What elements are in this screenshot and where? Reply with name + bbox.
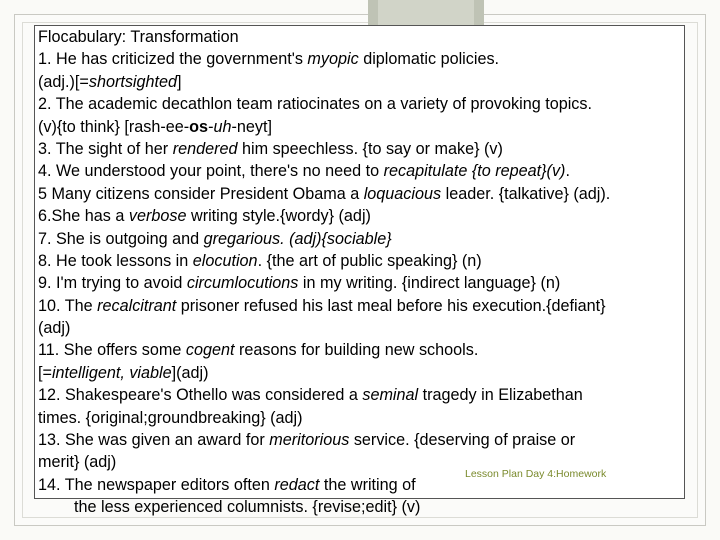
text-segment: 7. She is outgoing and <box>38 229 204 248</box>
text-segment: him speechless. {to say or make} (v) <box>237 139 503 158</box>
text-segment: 1. He has criticized the government's <box>38 50 308 69</box>
text-line <box>38 272 683 294</box>
text-segment: [= <box>38 363 52 382</box>
text-segment: 6.She has a <box>38 207 129 226</box>
text-line <box>38 362 683 384</box>
text-segment: recalcitrant <box>97 296 177 315</box>
text-segment: circumlocutions <box>186 274 299 293</box>
text-line <box>38 317 683 339</box>
text-segment: 2. The academic decathlon team ratiocinates on a variety of provoking topics. <box>38 95 592 114</box>
text-line <box>38 250 683 272</box>
text-segment: 11. She offers some <box>38 341 186 360</box>
text-segment: Flocabulary: Transformation <box>38 28 239 46</box>
text-segment: gregarious. (adj){sociable} <box>203 229 392 248</box>
text-segment: merit} (adj) <box>38 453 117 472</box>
text-segment: 9. I'm trying to avoid <box>38 274 187 293</box>
text-segment: prisoner refused his last meal before his execution.{defiant} <box>176 296 606 315</box>
text-segment: 12. Shakespeare's Othello was considered a <box>38 386 363 405</box>
text-segment: 14. The newspaper editors often <box>38 475 275 494</box>
text-line <box>38 339 683 361</box>
text-segment: os <box>189 117 209 136</box>
text-line <box>38 496 683 518</box>
text-segment: uh <box>213 117 232 136</box>
text-segment: elocution <box>192 251 258 270</box>
text-segment: . {the art of public speaking} (n) <box>257 251 482 270</box>
text-line <box>38 93 683 115</box>
text-segment: 13. She was given an award for <box>38 431 270 450</box>
footer-note: Lesson Plan Day 4:Homework <box>465 468 607 480</box>
text-segment: writing style.{wordy} (adj) <box>186 207 371 226</box>
text-segment: shortsighted <box>88 72 178 91</box>
text-line <box>38 71 683 93</box>
text-line <box>38 116 683 138</box>
text-segment: meritorious <box>269 431 350 450</box>
text-segment: the writing of <box>319 475 416 494</box>
text-segment: myopic <box>307 50 359 69</box>
text-line <box>38 407 683 429</box>
text-segment: 3. The sight of her <box>38 139 173 158</box>
text-segment: . <box>565 162 570 181</box>
text-segment: (adj) <box>38 319 71 338</box>
text-segment: 5 Many citizens consider President Obama a <box>38 184 364 203</box>
text-line <box>38 384 683 406</box>
text-line <box>38 48 683 70</box>
text-segment: cogent <box>185 341 235 360</box>
text-segment: loquacious <box>363 184 442 203</box>
text-segment: tragedy in Elizabethan <box>418 386 583 405</box>
text-segment: - <box>208 117 214 136</box>
text-line <box>38 228 683 250</box>
text-segment: redact <box>274 475 320 494</box>
text-segment: verbose <box>128 207 187 226</box>
text-segment: reasons for building new schools. <box>234 341 479 360</box>
text-segment: 10. The <box>38 296 98 315</box>
text-segment: recapitulate {to repeat}(v) <box>383 162 566 181</box>
text-segment: service. {deserving of praise or <box>349 431 576 450</box>
text-line <box>38 429 683 451</box>
text-segment: intelligent, viable <box>51 363 172 382</box>
text-segment: ](adj) <box>171 363 209 382</box>
text-line <box>38 183 683 205</box>
text-segment: (adj.)[= <box>38 72 89 91</box>
text-segment: (v){to think} [rash-ee- <box>38 117 190 136</box>
text-segment: 4. We understood your point, there's no need to <box>38 162 384 181</box>
vocabulary-list <box>38 26 683 519</box>
text-segment: ] <box>177 72 182 91</box>
text-segment: 8. He took lessons in <box>38 251 193 270</box>
text-line <box>38 26 683 48</box>
text-line <box>38 138 683 160</box>
text-line <box>38 205 683 227</box>
text-line <box>38 160 683 182</box>
text-segment: diplomatic policies. <box>358 50 500 69</box>
text-segment: leader. {talkative} (adj). <box>441 184 611 203</box>
text-segment: -neyt] <box>231 117 272 136</box>
text-line <box>38 295 683 317</box>
text-segment: times. {original;groundbreaking} (adj) <box>38 408 303 427</box>
text-segment: seminal <box>362 386 419 405</box>
text-segment: the less experienced columnists. {revise;edit} (v) <box>74 498 421 517</box>
text-segment: in my writing. {indirect language} (n) <box>298 274 561 293</box>
text-segment: rendered <box>172 139 238 158</box>
